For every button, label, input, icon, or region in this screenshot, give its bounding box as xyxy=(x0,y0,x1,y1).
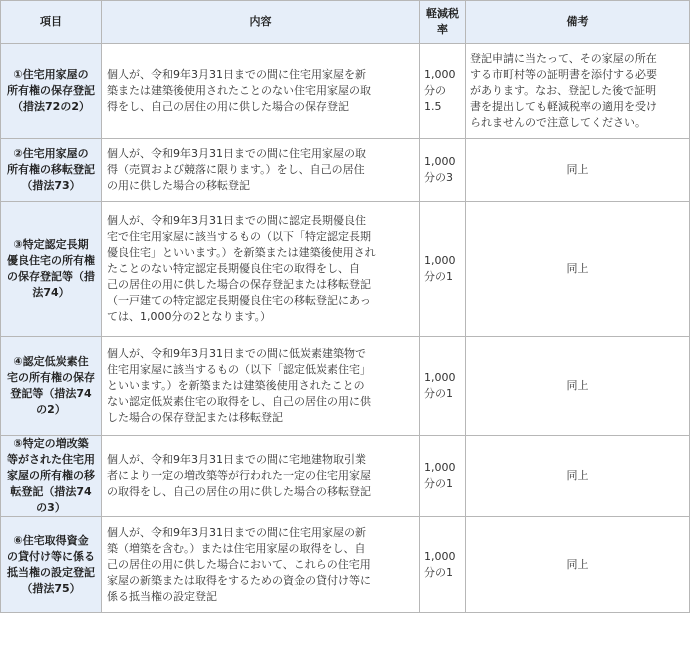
row-rate: 1,000 分の 1.5 xyxy=(420,44,466,139)
row-content: 個人が、令和9年3月31日までの間に住宅用家屋を新 築または建築後使用されたことのない住宅用家屋の取 得をし、自己の居住の用に供した場合の保存登記 xyxy=(102,44,420,139)
row-content: 個人が、令和9年3月31日までの間に住宅用家屋の取 得（売買および競落に限ります。）をし、自己の居住 の用に供した場合の移転登記 xyxy=(102,139,420,202)
header-item: 項目 xyxy=(1,1,102,44)
table-row xyxy=(1,139,690,202)
row-content: 個人が、令和9年3月31日までの間に認定長期優良住 宅で住宅用家屋に該当するもの（以下「特定認定長期 優良住宅」といいます。）を新築または建築後使用され たことのない特定認定長期優良住宅の取得をし、自 己の居住の用に供した場合の保存登記または移転登記 （一戸建ての特定認定長期優良住宅の移転登記にあっ ては、1,000分の2となります。） xyxy=(102,202,420,337)
row-item: ⑥住宅取得資金 の貸付け等に係る 抵当権の設定登記 （措法75） xyxy=(1,517,102,613)
row-content: 個人が、令和9年3月31日までの間に住宅用家屋の新 築（増築を含む。）または住宅用家屋の取得をし、自 己の居住の用に供した場合において、これらの住宅用 家屋の新築または取得をするための資金の貸付け等に 係る抵当権の設定登記 xyxy=(102,517,420,613)
row-note: 同上 xyxy=(466,337,690,436)
row-item: ③特定認定長期 優良住宅の所有権 の保存登記等（措 法74） xyxy=(1,202,102,337)
row-rate: 1,000 分の1 xyxy=(420,202,466,337)
row-note: 同上 xyxy=(466,436,690,517)
header-note: 備考 xyxy=(466,1,690,44)
row-rate: 1,000 分の1 xyxy=(420,337,466,436)
row-rate: 1,000 分の3 xyxy=(420,139,466,202)
table-row xyxy=(1,517,690,613)
row-note: 同上 xyxy=(466,202,690,337)
row-content: 個人が、令和9年3月31日までの間に宅地建物取引業 者により一定の増改築等が行われた一定の住宅用家屋 の取得をし、自己の居住の用に供した場合の移転登記 xyxy=(102,436,420,517)
header-row xyxy=(1,1,690,44)
table-row xyxy=(1,436,690,517)
table-row xyxy=(1,202,690,337)
table-row xyxy=(1,44,690,139)
table-row xyxy=(1,337,690,436)
row-rate: 1,000 分の1 xyxy=(420,517,466,613)
row-item: ④認定低炭素住 宅の所有権の保存 登記等（措法74 の2） xyxy=(1,337,102,436)
row-item: ⑤特定の増改築 等がされた住宅用 家屋の所有権の移 転登記（措法74 の3） xyxy=(1,436,102,517)
row-item: ②住宅用家屋の 所有権の移転登記 （措法73） xyxy=(1,139,102,202)
row-note: 同上 xyxy=(466,517,690,613)
row-note: 同上 xyxy=(466,139,690,202)
row-item: ①住宅用家屋の 所有権の保存登記 （措法72の2） xyxy=(1,44,102,139)
row-note: 登記申請に当たって、その家屋の所在 する市町村等の証明書を添付する必要 があります。なお、登記した後で証明 書を提出しても軽減税率の適用を受け られませんので注意してください。 xyxy=(466,44,690,139)
row-rate: 1,000 分の1 xyxy=(420,436,466,517)
row-content: 個人が、令和9年3月31日までの間に低炭素建築物で 住宅用家屋に該当するもの（以下「認定低炭素住宅」 といいます。）を新築または建築後使用されたことの ない認定低炭素住宅の取得をし、自己の居住の用に供 した場合の保存登記または移転登記 xyxy=(102,337,420,436)
header-content: 内容 xyxy=(102,1,420,44)
header-rate: 軽減税 率 xyxy=(420,1,466,44)
